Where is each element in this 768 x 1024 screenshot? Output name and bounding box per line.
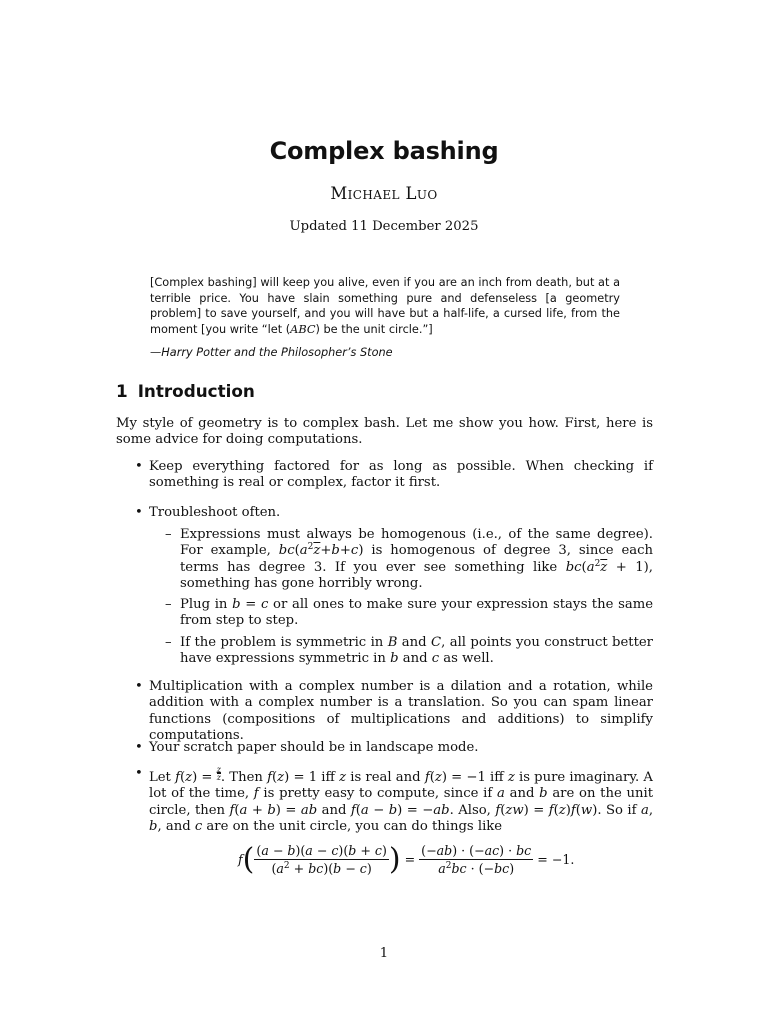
author-name: Michael Luo	[330, 184, 438, 203]
equation-fraction-left: $\frac{(a - b)(a - c)(b + c)}{(a^2 + bc)(b - c)}$	[256, 843, 387, 876]
list-item: • Let f(z) = $\frac{z}{z}$ . Then f(z) = 1 iff z is real and f(z) = −1 iff z is pure imaginary. A lot of the time, f is pretty easy to compute, since if a and b are on the unit circle, then f(a + b) = ab and f(a − b) = −ab. Also, f(zw) = f(z)f(w). So if a, b, and c are on the unit circle, you can do things like	[116, 766, 653, 836]
equation-fraction-right: $\frac{(-ab) \cdot (-ac) \cdot bc}{a^2bc \cdot (-bc)}$	[421, 843, 532, 876]
list-item	[116, 505, 653, 521]
section-number: 1	[116, 381, 128, 401]
page-title: Complex bashing	[269, 137, 499, 165]
epigraph-math: ABC	[290, 322, 316, 336]
list-item-label: Troubleshoot often.	[149, 505, 281, 520]
section-heading	[116, 381, 255, 401]
update-date: Updated 11 December 2025	[289, 219, 479, 234]
display-equation: f( $\frac{(a - b)(a - c)(b + c)}{(a^2 + bc)(b - c)}$ ) = $\frac{(-ab) \cdot (-ac) \cdot bc}{a^2bc \cdot (-bc)}$ = −1.	[238, 842, 575, 877]
list-item: • Your scratch paper should be in landscape mode.	[116, 740, 653, 756]
epigraph-quote	[150, 275, 620, 337]
list-item: – Expressions must always be homogenous (i.e., of the same degree). For example, $bc(a^2\overline{z}+b+c)$ is homogenous of degree 3, since each terms has degree 3. If you ever see something like $bc(a^2\overline{z} + 1)$, something has gone horribly wrong.	[149, 527, 653, 593]
list-item: – If the problem is symmetric in B and C, all points you construct better have expressions symmetric in b and c as well.	[149, 635, 653, 668]
page-number: 1	[379, 946, 389, 961]
epigraph-attribution: —Harry Potter and the Philosopher’s Stone	[150, 346, 393, 359]
epigraph-text-2: ) be the unit circle.”]	[315, 322, 433, 336]
section-title: Introduction	[137, 381, 255, 401]
intro-paragraph: My style of geometry is to complex bash. Let me show you how. First, here is some advice for doing computations.	[116, 416, 653, 448]
epigraph-text-1: [Complex bashing] will keep you alive, even if you are an inch from death, but at a terrible price. You have slain something pure and defenseless [a geometry problem] to save yourself, and you will have but a half-life, a cursed life, from the moment [you write “let (	[150, 276, 620, 336]
list-item: – Plug in b = c or all ones to make sure your expression stays the same from step to step.	[149, 597, 653, 630]
list-item: • Keep everything factored for as long as possible. When checking if something is real or complex, factor it first.	[116, 459, 653, 492]
list-item: • Multiplication with a complex number is a dilation and a rotation, while addition with a complex number is a translation. So you can spam linear functions (compositions of multiplications and additions) to simplify computations.	[116, 679, 653, 745]
